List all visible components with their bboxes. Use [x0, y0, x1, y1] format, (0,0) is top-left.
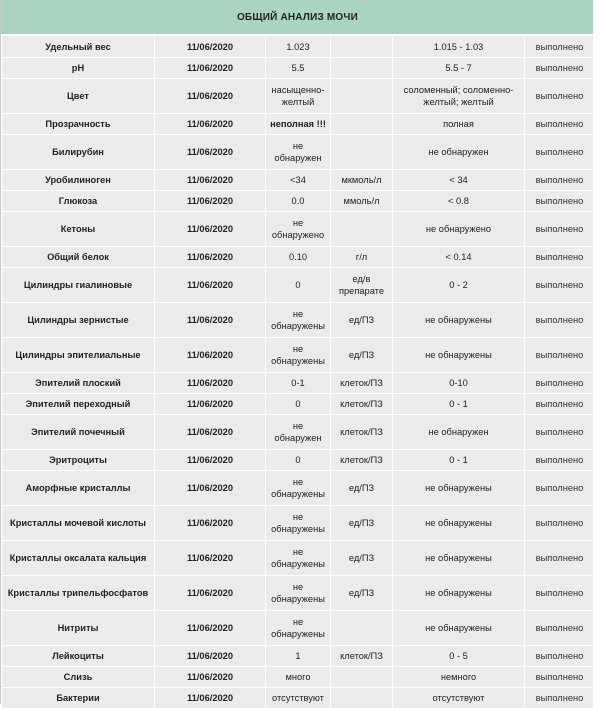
test-date: 11/06/2020 — [155, 576, 266, 611]
test-name: Уробилиноген — [2, 170, 155, 191]
test-unit — [331, 79, 393, 114]
test-date: 11/06/2020 — [155, 646, 266, 667]
test-unit: ед/ПЗ — [331, 541, 393, 576]
test-date: 11/06/2020 — [155, 114, 266, 135]
status-text: выполнено — [525, 646, 595, 667]
reference-range: немного — [393, 667, 525, 688]
test-date: 11/06/2020 — [155, 688, 266, 709]
test-name: Лейкоциты — [2, 646, 155, 667]
test-value: не обнаружены — [266, 541, 331, 576]
test-unit: клеток/ПЗ — [331, 373, 393, 394]
status-text: выполнено — [525, 541, 595, 576]
test-name: Нитриты — [2, 611, 155, 646]
test-name: Цилиндры зернистые — [2, 303, 155, 338]
test-date: 11/06/2020 — [155, 191, 266, 212]
result-row — [2, 212, 595, 247]
test-value: 0.10 — [266, 247, 331, 268]
test-name: Цвет — [2, 79, 155, 114]
reference-range: не обнаружен — [393, 415, 525, 450]
status-text: выполнено — [525, 415, 595, 450]
reference-range: не обнаружены — [393, 541, 525, 576]
status-text: выполнено — [525, 338, 595, 373]
status-text: выполнено — [525, 688, 595, 709]
status-text: выполнено — [525, 667, 595, 688]
test-unit: ед/ПЗ — [331, 576, 393, 611]
status-text: выполнено — [525, 135, 595, 170]
test-date: 11/06/2020 — [155, 170, 266, 191]
test-name: Удельный вес — [2, 36, 155, 58]
result-row — [2, 303, 595, 338]
test-date: 11/06/2020 — [155, 247, 266, 268]
test-date: 11/06/2020 — [155, 268, 266, 303]
test-unit — [331, 667, 393, 688]
reference-range: не обнаружены — [393, 471, 525, 506]
result-row — [2, 394, 595, 415]
test-value: неполная !!! — [266, 114, 331, 135]
result-row — [2, 79, 595, 114]
test-value: <34 — [266, 170, 331, 191]
test-date: 11/06/2020 — [155, 338, 266, 373]
test-date: 11/06/2020 — [155, 373, 266, 394]
status-text: выполнено — [525, 611, 595, 646]
test-value: 0 — [266, 268, 331, 303]
test-unit — [331, 611, 393, 646]
test-value: не обнаружены — [266, 303, 331, 338]
test-date: 11/06/2020 — [155, 394, 266, 415]
test-name: Кристаллы трипельфосфатов — [2, 576, 155, 611]
test-date: 11/06/2020 — [155, 667, 266, 688]
status-text: выполнено — [525, 79, 595, 114]
reference-range: не обнаружено — [393, 212, 525, 247]
result-row — [2, 667, 595, 688]
reference-range: 1.015 - 1.03 — [393, 36, 525, 58]
page-margin — [593, 0, 600, 709]
test-name: Аморфные кристаллы — [2, 471, 155, 506]
test-date: 11/06/2020 — [155, 36, 266, 58]
test-unit — [331, 212, 393, 247]
result-row — [2, 541, 595, 576]
reference-range: соломенный; соломенно-желтый; желтый — [393, 79, 525, 114]
test-date: 11/06/2020 — [155, 135, 266, 170]
result-row — [2, 373, 595, 394]
test-unit: ед/ПЗ — [331, 471, 393, 506]
result-row — [2, 450, 595, 471]
reference-range: не обнаружены — [393, 303, 525, 338]
test-name: Слизь — [2, 667, 155, 688]
test-name: Прозрачность — [2, 114, 155, 135]
status-text: выполнено — [525, 268, 595, 303]
status-text: выполнено — [525, 114, 595, 135]
reference-range: не обнаружены — [393, 611, 525, 646]
test-name: Общий белок — [2, 247, 155, 268]
reference-range: не обнаружены — [393, 576, 525, 611]
reference-range: < 34 — [393, 170, 525, 191]
status-text: выполнено — [525, 58, 595, 79]
status-text: выполнено — [525, 471, 595, 506]
test-value: насыщенно-желтый — [266, 79, 331, 114]
status-text: выполнено — [525, 247, 595, 268]
test-name: Кетоны — [2, 212, 155, 247]
test-value: 5.5 — [266, 58, 331, 79]
result-row — [2, 506, 595, 541]
test-value: отсутствуют — [266, 688, 331, 709]
test-date: 11/06/2020 — [155, 212, 266, 247]
test-value: не обнаружены — [266, 576, 331, 611]
test-unit: ед/ПЗ — [331, 303, 393, 338]
result-row — [2, 114, 595, 135]
test-date: 11/06/2020 — [155, 303, 266, 338]
test-name: Глюкоза — [2, 191, 155, 212]
test-date: 11/06/2020 — [155, 450, 266, 471]
test-unit — [331, 58, 393, 79]
test-value: не обнаружен — [266, 415, 331, 450]
test-unit: ед/в препарате — [331, 268, 393, 303]
result-row — [2, 415, 595, 450]
status-text: выполнено — [525, 450, 595, 471]
test-name: pH — [2, 58, 155, 79]
test-unit: г/л — [331, 247, 393, 268]
reference-range: 0 - 5 — [393, 646, 525, 667]
test-unit — [331, 36, 393, 58]
test-date: 11/06/2020 — [155, 79, 266, 114]
result-row — [2, 611, 595, 646]
test-unit: ед/ПЗ — [331, 338, 393, 373]
reference-range: полная — [393, 114, 525, 135]
test-value: 1.023 — [266, 36, 331, 58]
test-unit — [331, 135, 393, 170]
reference-range: 0 - 1 — [393, 450, 525, 471]
test-unit: ед/ПЗ — [331, 506, 393, 541]
result-row — [2, 471, 595, 506]
reference-range: не обнаружены — [393, 506, 525, 541]
reference-range: 0 - 1 — [393, 394, 525, 415]
test-value: 0-1 — [266, 373, 331, 394]
test-value: не обнаружены — [266, 506, 331, 541]
test-name: Цилиндры эпителиальные — [2, 338, 155, 373]
test-name: Эпителий почечный — [2, 415, 155, 450]
test-date: 11/06/2020 — [155, 611, 266, 646]
result-row — [2, 247, 595, 268]
status-text: выполнено — [525, 303, 595, 338]
test-name: Бактерии — [2, 688, 155, 709]
reference-range: отсутствуют — [393, 688, 525, 709]
test-unit — [331, 114, 393, 135]
test-name: Эпителий плоский — [2, 373, 155, 394]
status-text: выполнено — [525, 394, 595, 415]
test-date: 11/06/2020 — [155, 541, 266, 576]
status-text: выполнено — [525, 576, 595, 611]
test-value: 1 — [266, 646, 331, 667]
test-unit: ммоль/л — [331, 191, 393, 212]
reference-range: 5.5 - 7 — [393, 58, 525, 79]
results-body — [2, 36, 595, 709]
test-name: Цилиндры гиалиновые — [2, 268, 155, 303]
test-date: 11/06/2020 — [155, 506, 266, 541]
result-row — [2, 576, 595, 611]
test-unit: клеток/ПЗ — [331, 415, 393, 450]
test-value: не обнаружены — [266, 611, 331, 646]
test-name: Кристаллы оксалата кальция — [2, 541, 155, 576]
test-date: 11/06/2020 — [155, 471, 266, 506]
test-name: Эпителий переходный — [2, 394, 155, 415]
test-unit: клеток/ПЗ — [331, 450, 393, 471]
test-date: 11/06/2020 — [155, 415, 266, 450]
reference-range: не обнаружены — [393, 338, 525, 373]
test-value: не обнаружены — [266, 338, 331, 373]
reference-range: не обнаружен — [393, 135, 525, 170]
result-row — [2, 268, 595, 303]
status-text: выполнено — [525, 191, 595, 212]
test-value: 0.0 — [266, 191, 331, 212]
reference-range: 0-10 — [393, 373, 525, 394]
test-value: 0 — [266, 450, 331, 471]
test-name: Билирубин — [2, 135, 155, 170]
result-row — [2, 135, 595, 170]
test-unit: клеток/ПЗ — [331, 394, 393, 415]
test-date: 11/06/2020 — [155, 58, 266, 79]
result-row — [2, 688, 595, 709]
test-value: не обнаружен — [266, 135, 331, 170]
test-name: Эритроциты — [2, 450, 155, 471]
test-value: не обнаружено — [266, 212, 331, 247]
test-value: много — [266, 667, 331, 688]
status-text: выполнено — [525, 506, 595, 541]
result-row — [2, 191, 595, 212]
test-value: 0 — [266, 394, 331, 415]
status-text: выполнено — [525, 170, 595, 191]
results-table — [1, 35, 595, 709]
result-row — [2, 58, 595, 79]
test-unit: клеток/ПЗ — [331, 646, 393, 667]
result-row — [2, 646, 595, 667]
result-row — [2, 170, 595, 191]
reference-range: 0 - 2 — [393, 268, 525, 303]
test-unit: мкмоль/л — [331, 170, 393, 191]
result-row — [2, 36, 595, 58]
status-text: выполнено — [525, 36, 595, 58]
test-value: не обнаружены — [266, 471, 331, 506]
test-name: Кристаллы мочевой кислоты — [2, 506, 155, 541]
reference-range: < 0.14 — [393, 247, 525, 268]
reference-range: < 0.8 — [393, 191, 525, 212]
status-text: выполнено — [525, 212, 595, 247]
report-title: ОБЩИЙ АНАЛИЗ МОЧИ — [1, 0, 594, 35]
result-row — [2, 338, 595, 373]
test-unit — [331, 688, 393, 709]
status-text: выполнено — [525, 373, 595, 394]
